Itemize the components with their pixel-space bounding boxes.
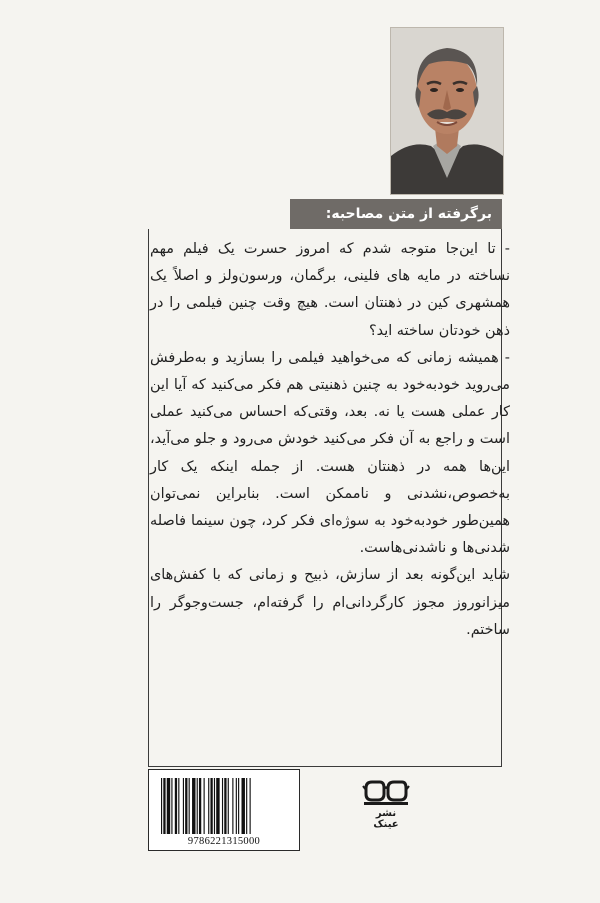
publisher-name: نشر عینک xyxy=(373,808,399,830)
closing-paragraph: شاید این‌گونه بعد از سازش، ذبیح و زمانی که با کفش‌های میزانوروز مجوز کارگردانی‌ام را گرفته‌ام، جست‌وجوگر را ساختم. xyxy=(150,567,510,638)
author-photo xyxy=(390,27,504,195)
barcode-bar xyxy=(246,778,247,834)
glasses-icon xyxy=(362,778,410,808)
answer-paragraph: - همیشه زمانی که می‌خواهید فیلمی را بسازید و به‌طرفش می‌روید خودبه‌خود به چنین ذهنیتی هم فکر می‌کنید که آیا این کار عملی هست یا نه. بعد، وقتی‌که احساس می‌کنید عملی است و راجع به آن فکر می‌کنید خودش می‌رود و جلو می‌آید، این‌ها همه در ذهنتان هست. از جمله اینکه یک کار به‌خصوص،نشدنی و ناممکن است. بنابراین نمی‌توان همین‌طور خودبه‌خود به سوژه‌ای فکر کرد، چون سینما فاصله شدنی‌ها و ناشدنی‌هاست. xyxy=(150,349,510,557)
isbn-number: 9786221315000 xyxy=(187,836,261,847)
barcode-bars xyxy=(161,778,289,834)
barcode-bar xyxy=(236,778,237,834)
barcode-bar xyxy=(204,778,205,834)
barcode-bar xyxy=(214,778,215,834)
barcode-bar xyxy=(224,778,226,834)
barcode-bar xyxy=(167,778,170,834)
barcode-bar xyxy=(171,778,172,834)
barcode-bar xyxy=(250,778,251,834)
barcode-bar xyxy=(210,778,212,834)
section-header: برگرفته از متن مصاحبه: xyxy=(290,199,502,229)
publisher-logo xyxy=(362,778,410,828)
barcode-bar xyxy=(183,778,184,834)
barcode-bar xyxy=(163,778,165,834)
barcode-bar xyxy=(232,778,233,834)
barcode-bar xyxy=(216,778,219,834)
barcode-bar xyxy=(192,778,195,834)
barcode-bar xyxy=(228,778,229,834)
barcode-bar xyxy=(222,778,223,834)
barcode-bar xyxy=(185,778,187,834)
barcode-bar xyxy=(208,778,209,834)
barcode-bar xyxy=(242,778,245,834)
barcode-bar xyxy=(199,778,201,834)
barcode-bar xyxy=(197,778,198,834)
barcode-bar xyxy=(178,778,179,834)
barcode-bar xyxy=(189,778,190,834)
barcode xyxy=(148,769,300,851)
barcode-bar xyxy=(161,778,162,834)
author-portrait-image xyxy=(391,28,503,194)
barcode-bar xyxy=(175,778,177,834)
barcode-bar xyxy=(238,778,239,834)
question-paragraph: - تا این‌جا متوجه شدم که امروز حسرت یک فیلم مهم نساخته در مایه های فلینی، برگمان، ورسون‌ولز و اصلاً یک همشهری کین در ذهنتان است. هیچ وقت چنین فیلمی را در ذهن خودتان ساخته اید؟ xyxy=(150,241,510,339)
interview-excerpt xyxy=(150,236,510,644)
